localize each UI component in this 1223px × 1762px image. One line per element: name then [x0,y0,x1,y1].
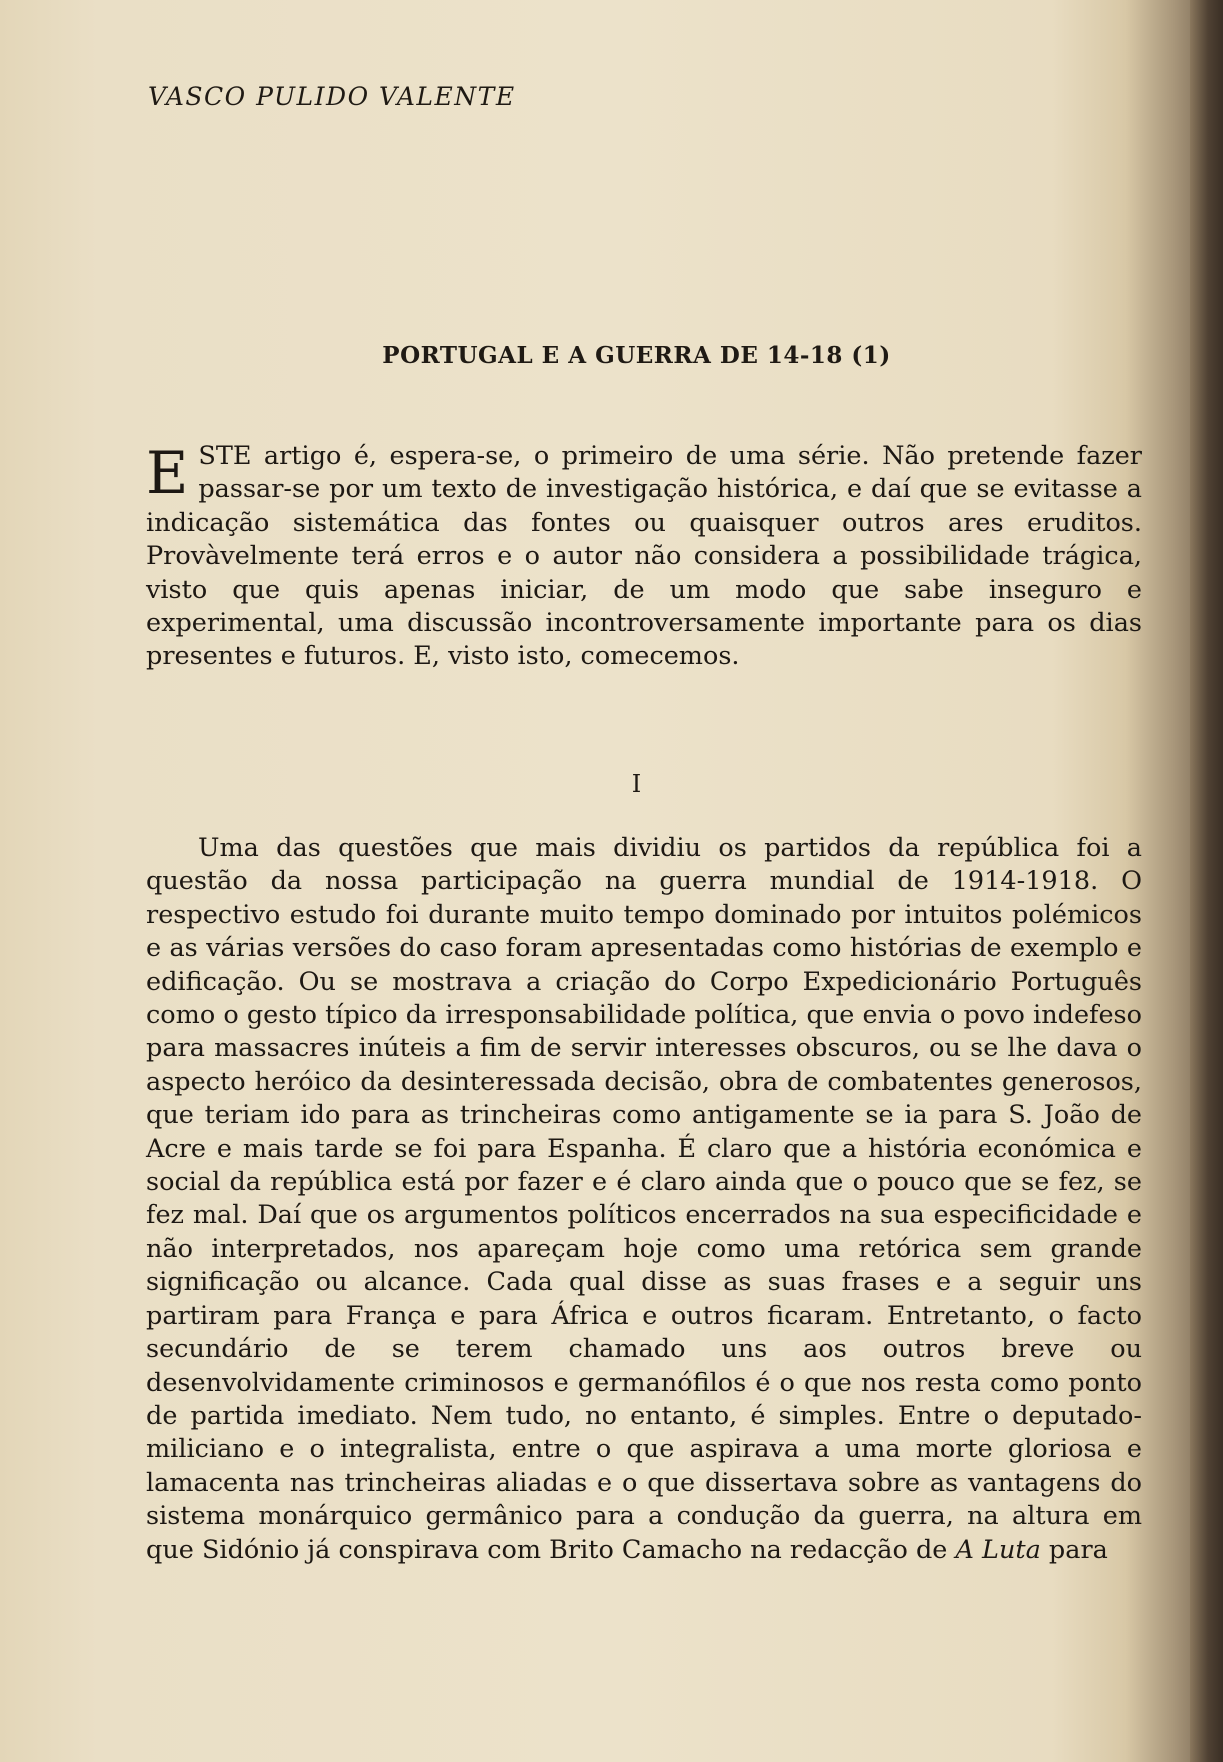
body-paragraph [146,832,1142,1567]
article-title: PORTUGAL E A GUERRA DE 14-18 (1) [382,342,891,369]
body-italic-title: A Luta [955,1534,1041,1565]
intro-first-word-rest: STE [198,441,252,471]
section-number: I [631,770,642,798]
intro-text: artigo é, espera-se, o primeiro de uma série. Não pretende fazer passar-se por um texto de investigação histórica, e daí que se evitasse a indicação sistemática das fontes ou quaisquer outros ares eruditos. Provàvelmente terá erros e o autor não considera a possibilidade trágica, visto que quis apenas iniciar, de um modo que sabe inseguro e experimental, uma discussão incontroversamente importante para os dias presentes e futuros. E, visto isto, comecemos. [146,441,1142,672]
running-header: VASCO PULIDO VALENTE [148,82,516,111]
body-text: Uma das questões que mais dividiu os partidos da república foi a questão da nossa participação na guerra mundial de 1914-1918. O respectivo estudo foi durante muito tempo dominado por intuitos polémicos e as várias versões do caso foram apresentadas como histórias de exemplo e edificação. Ou se mostrava a criação do Corpo Expedicionário Português como o gesto típico da irresponsabilidade política, que envia o povo indefeso para massacres inúteis a fim de servir interesses obscuros, ou se lhe dava o aspecto heróico da desinteressada decisão, obra de combatentes generosos, que teriam ido para as trincheiras como antigamente se ia para S. João de Acre e mais tarde se foi para Espanha. É claro que a história económica e social da república está por fazer e é claro ainda que o pouco que se fez, se fez mal. Daí que os argumentos políticos encerrados na sua especificidade e não interpretados, nos apareçam hoje como uma retórica sem grande significação ou alcance. Cada qual disse as suas frases e a seguir uns partiram para França e para África e outros ficaram. Entretanto, o facto secundário de se terem chamado uns aos outros breve ou desenvolvidamente criminosos e germanófilos é o que nos resta como ponto de partida imediato. Nem tudo, no entanto, é simples. Entre o deputado-miliciano e o integralista, entre o que aspirava a uma morte gloriosa e lamacenta nas trincheiras aliadas e o que dissertava sobre as vantagens do sistema monárquico germânico para a condução da guerra, na altura em que Sidónio já conspirava com Brito Camacho na redacção de [146,833,1142,1565]
body-text-end: para [1040,1534,1108,1565]
drop-cap: E [146,439,189,507]
intro-paragraph [146,440,1142,674]
